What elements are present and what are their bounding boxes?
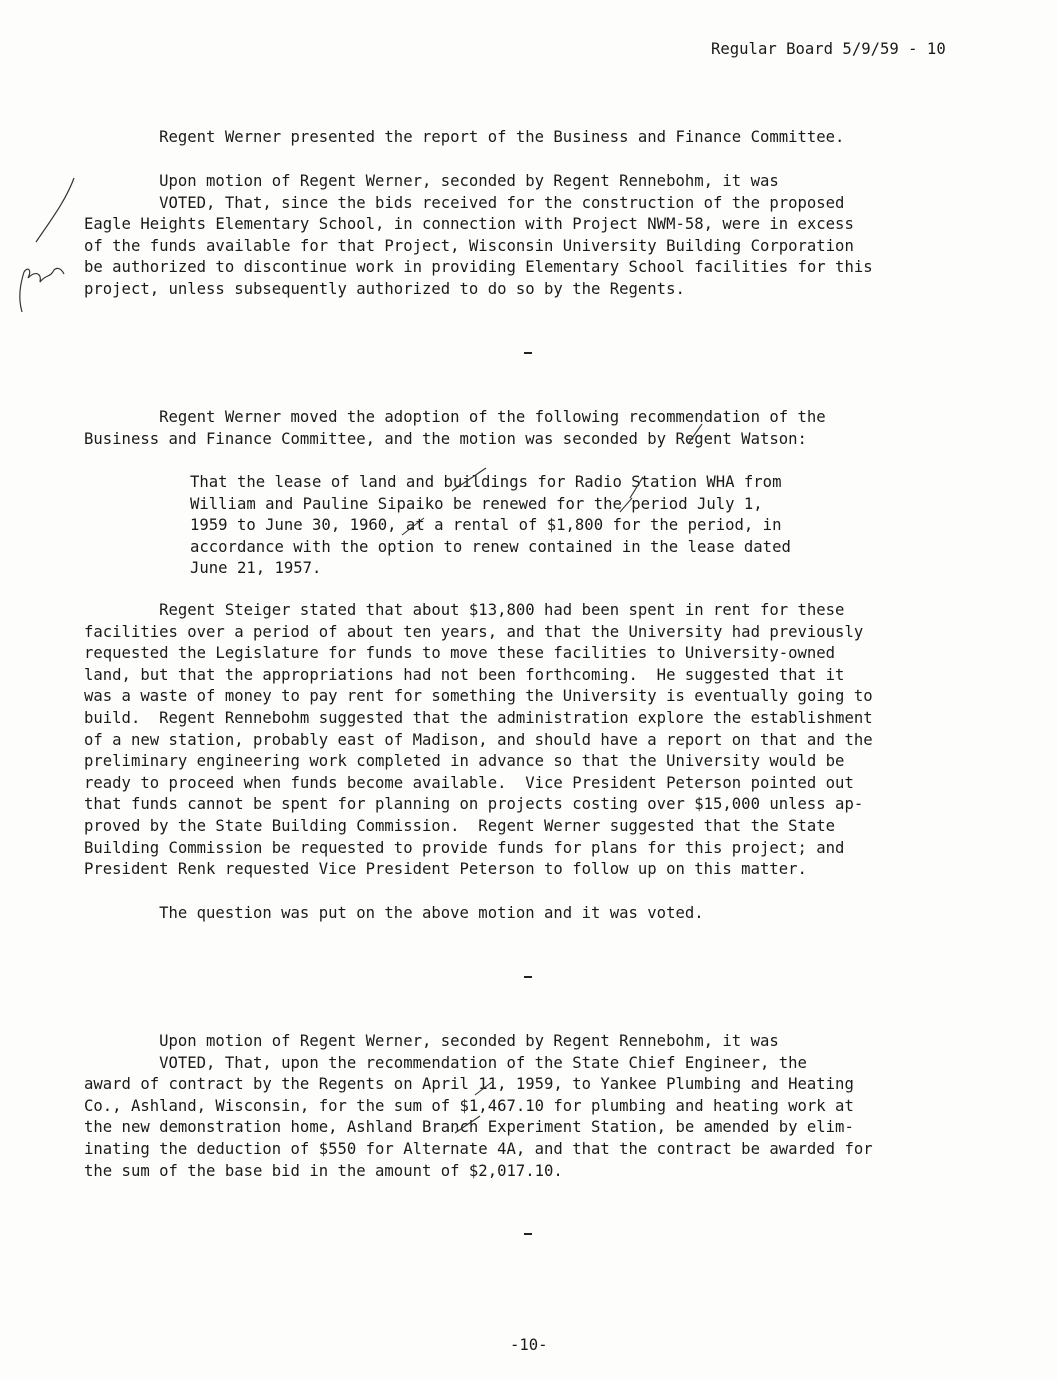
s2-discussion-line: President Renk requested Vice President Peterson to follow up on this matter. xyxy=(84,860,807,879)
handwritten-margin-note xyxy=(6,170,96,320)
s3-motion-line: the new demonstration home, Ashland Branch Experiment Station, be amended by elim- xyxy=(84,1118,854,1137)
section-divider-2 xyxy=(524,976,532,978)
s2-discussion-line: Building Commission be requested to provide funds for plans for this project; and xyxy=(84,838,845,857)
page-number: -10- xyxy=(510,1336,548,1354)
s2-quote-line: June 21, 1957. xyxy=(190,559,322,578)
section-divider-1 xyxy=(524,352,532,354)
running-head: Regular Board 5/9/59 - 10 xyxy=(711,40,946,58)
s2-quote-line: 1959 to June 30, 1960, at a rental of $1,800 for the period, in xyxy=(190,516,782,535)
s1-motion-line: Eagle Heights Elementary School, in connection with Project NWM-58, were in excess xyxy=(84,215,854,234)
s1-intro-line: Regent Werner presented the report of the Business and Finance Committee. xyxy=(84,128,845,146)
s2-discussion-line: was a waste of money to pay rent for something the University is eventually going to xyxy=(84,687,873,706)
s2-discussion-line: of a new station, probably east of Madison, and should have a report on that and the xyxy=(84,730,873,749)
s2-motion-line: Regent Werner moved the adoption of the following recommendation of the xyxy=(84,408,826,426)
s2-vote-line: The question was put on the above motion and it was voted. xyxy=(84,904,704,922)
s2-quote-line: William and Pauline Sipaiko be renewed for the period July 1, xyxy=(190,494,763,513)
s1-motion-line: VOTED, That, since the bids received for the construction of the proposed xyxy=(84,193,845,212)
s2-discussion-line: preliminary engineering work completed in advance so that the University would be xyxy=(84,752,845,771)
s3-motion-line: Co., Ashland, Wisconsin, for the sum of $1,467.10 for plumbing and heating work at xyxy=(84,1096,854,1115)
s3-motion-line: award of contract by the Regents on April 11, 1959, to Yankee Plumbing and Heating xyxy=(84,1075,854,1094)
section-divider-3 xyxy=(524,1233,532,1235)
s1-motion-line: be authorized to discontinue work in providing Elementary School facilities for this xyxy=(84,258,873,277)
s2-quote-line: accordance with the option to renew contained in the lease dated xyxy=(190,537,791,556)
s3-motion-line: VOTED, That, upon the recommendation of the State Chief Engineer, the xyxy=(84,1053,807,1072)
s2-quote-line: That the lease of land and buildings for Radio Station WHA from xyxy=(190,473,782,491)
s2-discussion-line: ready to proceed when funds become available. Vice President Peterson pointed out xyxy=(84,773,854,792)
s2-discussion-line: proved by the State Building Commission. Regent Werner suggested that the State xyxy=(84,817,836,835)
s3-motion-line: inating the deduction of $550 for Alternate 4A, and that the contract be awarded for xyxy=(84,1140,873,1158)
s2-discussion-line: build. Regent Rennebohm suggested that the administration explore the establishment xyxy=(84,709,873,727)
s2-discussion-line: requested the Legislature for funds to move these facilities to University-owned xyxy=(84,644,836,663)
s1-motion-line: of the funds available for that Project, Wisconsin University Building Corporation xyxy=(84,236,854,255)
s3-motion-line: the sum of the base bid in the amount of $2,017.10. xyxy=(84,1161,563,1180)
s3-motion-line: Upon motion of Regent Werner, seconded by Regent Rennebohm, it was xyxy=(84,1032,779,1050)
s2-discussion-line: Regent Steiger stated that about $13,800 had been spent in rent for these xyxy=(84,601,845,619)
s2-discussion-line: facilities over a period of about ten years, and that the University had previously xyxy=(84,622,864,641)
s2-motion-line: Business and Finance Committee, and the motion was seconded by Regent Watson: xyxy=(84,429,807,448)
s2-discussion-line: land, but that the appropriations had not been forthcoming. He suggested that it xyxy=(84,665,845,684)
s1-motion-line: Upon motion of Regent Werner, seconded by Regent Rennebohm, it was xyxy=(84,172,779,190)
s1-motion-line: project, unless subsequently authorized to do so by the Regents. xyxy=(84,280,685,298)
s2-discussion-line: that funds cannot be spent for planning on projects costing over $15,000 unless ap- xyxy=(84,795,864,814)
